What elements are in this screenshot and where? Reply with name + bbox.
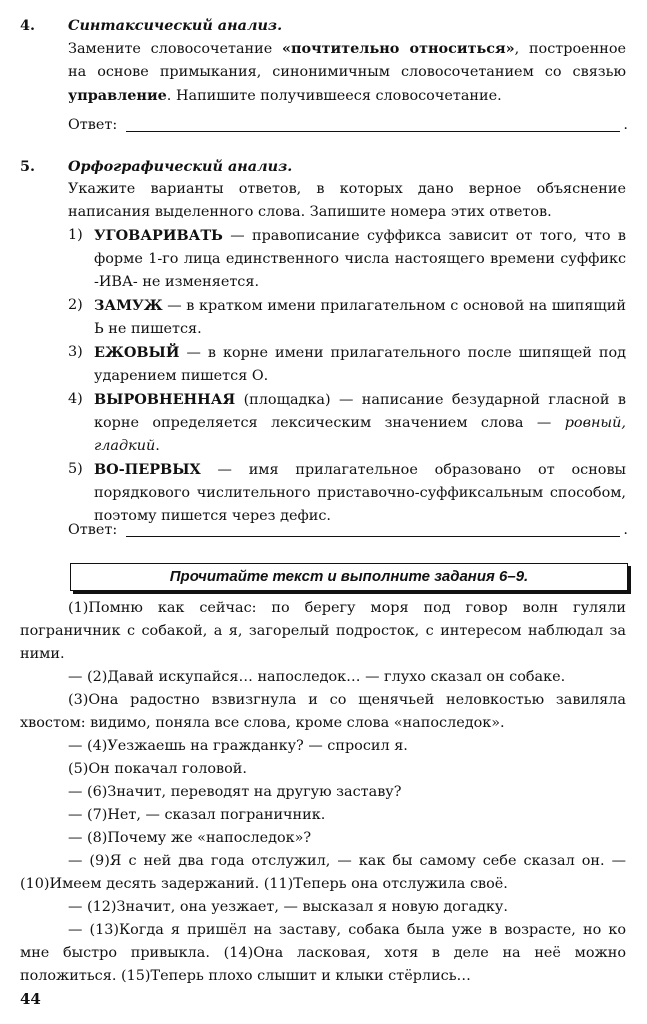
option-word: ЗАМУЖ [94, 297, 163, 314]
task-4-title: Синтаксический анализ. [68, 17, 283, 34]
task-5-body [68, 178, 626, 528]
answer-label: Ответ: [68, 522, 118, 538]
option-word: ВЫРОВНЕННАЯ [94, 391, 236, 408]
answer-rule[interactable] [126, 131, 620, 132]
option-word: ВО-ПЕРВЫХ [94, 461, 201, 478]
reading-paragraph: — (6)Значит, переводят на другую заставу? [68, 784, 402, 800]
task-4-bold-word: управление [68, 87, 167, 104]
option-word: УГОВАРИВАТЬ [94, 227, 223, 244]
answer-label: Ответ: [68, 117, 118, 133]
answer-rule[interactable] [126, 536, 620, 537]
reading-paragraph: — (2)Давай искупайся… напоследок… — глухо сказал он собаке. [68, 669, 566, 685]
task-5-title: Орфографический анализ. [68, 158, 293, 175]
reading-paragraph: (5)Он покачал головой. [68, 761, 247, 777]
reading-paragraph: — (12)Значит, она уезжает, — высказал я новую догадку. [68, 899, 508, 915]
task-4-number: 4. [20, 17, 36, 34]
reading-paragraph: (1)Помню как сейчас: по берегу моря под говор волн гуляли пограничник с собакой, а я, загорелый подросток, с интересом наблюдал за ними. [20, 600, 626, 662]
task-4-phrase: «почтительно относиться» [281, 40, 515, 57]
option-4: 4) ВЫРОВНЕННАЯ (площадка) — написание безударной гласной в корне определяется лексическим значением слова — ровный, гладкий. [68, 391, 626, 454]
option-italic: ровный, гладкий [94, 415, 626, 454]
reading-text [20, 597, 626, 988]
reading-paragraph: — (13)Когда я пришёл на заставу, собака была уже в возрасте, но ко мне быстро привыкла. (14)Она ласковая, хотя в деле на неё можно положиться. (15)Теперь плохо слышит и клыки стёрлись… [20, 922, 626, 984]
reading-paragraph: — (7)Нет, — сказал пограничник. [68, 807, 326, 823]
reading-paragraph: — (8)Почему же «напоследок»? [68, 830, 312, 846]
option-1: 1) УГОВАРИВАТЬ — правописание суффикса зависит от того, что в форме 1-го лица единственного числа настоящего времени суффикс -ИВА- не изменяется. [68, 227, 626, 290]
option-word: ЕЖОВЫЙ [94, 344, 180, 361]
reading-paragraph: — (9)Я с ней два года отслужил, — как бы самому себе сказал он. — (10)Имеем десять задержаний. (11)Теперь она отслужила своё. [20, 853, 626, 892]
page-number: 44 [20, 990, 41, 1008]
task-4-answer[interactable]: Ответ: . [68, 114, 628, 137]
option-3: 3) ЕЖОВЫЙ — в корне имени прилагательного после шипящей под ударением пишется О. [68, 344, 626, 384]
reading-paragraph: — (4)Уезжаешь на гражданку? — спросил я. [68, 738, 408, 754]
reading-banner: Прочитайте текст и выполните задания 6–9. [70, 563, 628, 591]
task-5-answer[interactable]: Ответ: . [68, 519, 628, 542]
task-5-instruction: Укажите варианты ответов, в которых дано верное объяснение написания выделенного слова. Запишите номера этих ответов. [68, 181, 626, 220]
reading-paragraph: (3)Она радостно взвизгнула и со щенячьей неловкостью завиляла хвостом: видимо, поняла все слова, кроме слова «напоследок». [20, 692, 626, 731]
option-5: 5) ВО-ПЕРВЫХ — имя прилагательное образовано от основы порядкового числительного приставочно-суффиксальным способом, поэтому пишется через дефис. [68, 461, 626, 524]
option-2: 2) ЗАМУЖ — в кратком имени прилагательном с основой на шипящий Ь не пишется. [68, 297, 626, 337]
task-5-number: 5. [20, 158, 36, 175]
task-4-text: Замените словосочетание «почтительно относиться», построенное на основе примыкания, синонимичным словосочетанием со связью управление. Напишите получившееся словосочетание. [68, 40, 626, 104]
